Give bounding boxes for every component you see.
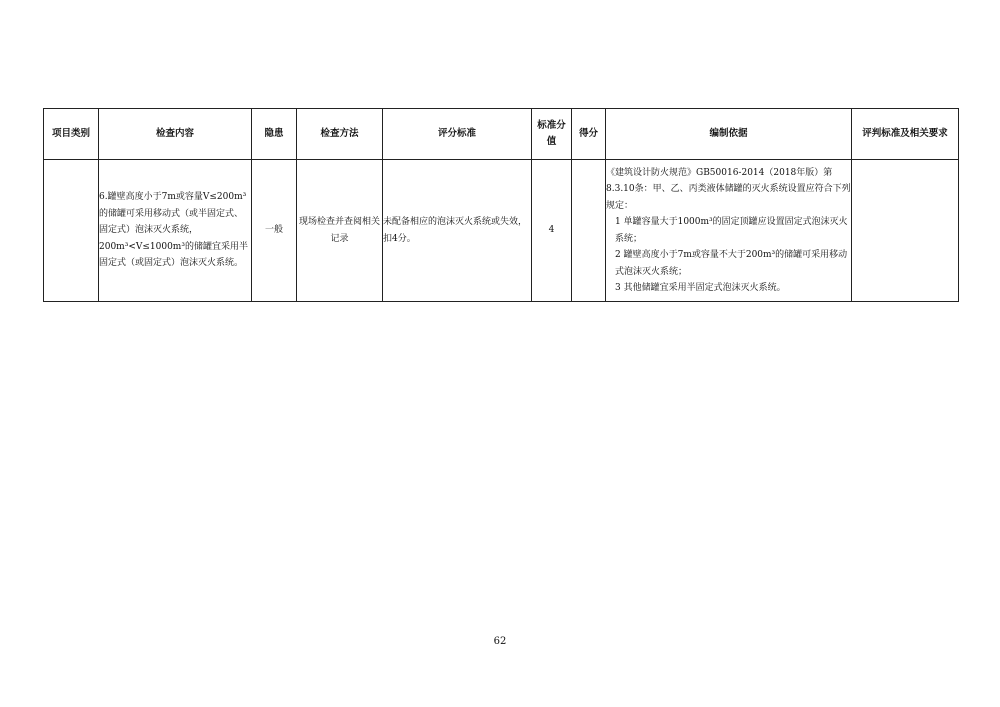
header-hazard: 隐患 (252, 109, 297, 160)
cell-standard-score: 4 (532, 160, 572, 302)
header-criteria: 评分标准 (383, 109, 532, 160)
cell-method: 现场检查并查阅相关记录 (297, 160, 383, 302)
cell-hazard: 一般 (252, 160, 297, 302)
header-standard-score: 标准分值 (532, 109, 572, 160)
basis-intro: 《建筑设计防火规范》GB50016-2014（2018年版）第8.3.10条：甲、乙、丙类液体储罐的灭火系统设置应符合下列规定： (606, 167, 851, 211)
header-basis: 编制依据 (606, 109, 852, 160)
cell-content: 6.罐壁高度小于7m或容量V≤200m³的储罐可采用移动式（或半固定式、固定式）泡沫灭火系统，200m³<V≤1000m³的储罐宜采用半固定式（或固定式）泡沫灭火系统。 (99, 160, 252, 302)
header-method: 检查方法 (297, 109, 383, 160)
table-row (44, 160, 959, 302)
header-category: 项目类别 (44, 109, 99, 160)
header-content: 检查内容 (99, 109, 252, 160)
basis-item-1: 1 单罐容量大于1000m³的固定顶罐应设置固定式泡沫灭火系统； (615, 217, 848, 244)
cell-requirements (852, 160, 959, 302)
header-score: 得分 (572, 109, 606, 160)
basis-item-3: 3 其他储罐宜采用半固定式泡沫灭火系统。 (615, 283, 786, 293)
cell-category (44, 160, 99, 302)
cell-basis (606, 160, 852, 302)
page-number: 62 (493, 636, 507, 647)
cell-criteria: 未配备相应的泡沫灭火系统或失效，扣4分。 (383, 160, 532, 302)
table-header-row (44, 109, 959, 160)
cell-score (572, 160, 606, 302)
header-requirements: 评判标准及相关要求 (852, 109, 959, 160)
inspection-table (43, 108, 959, 302)
basis-item-2: 2 罐壁高度小于7m或容量不大于200m³的储罐可采用移动式泡沫灭火系统； (615, 250, 848, 277)
